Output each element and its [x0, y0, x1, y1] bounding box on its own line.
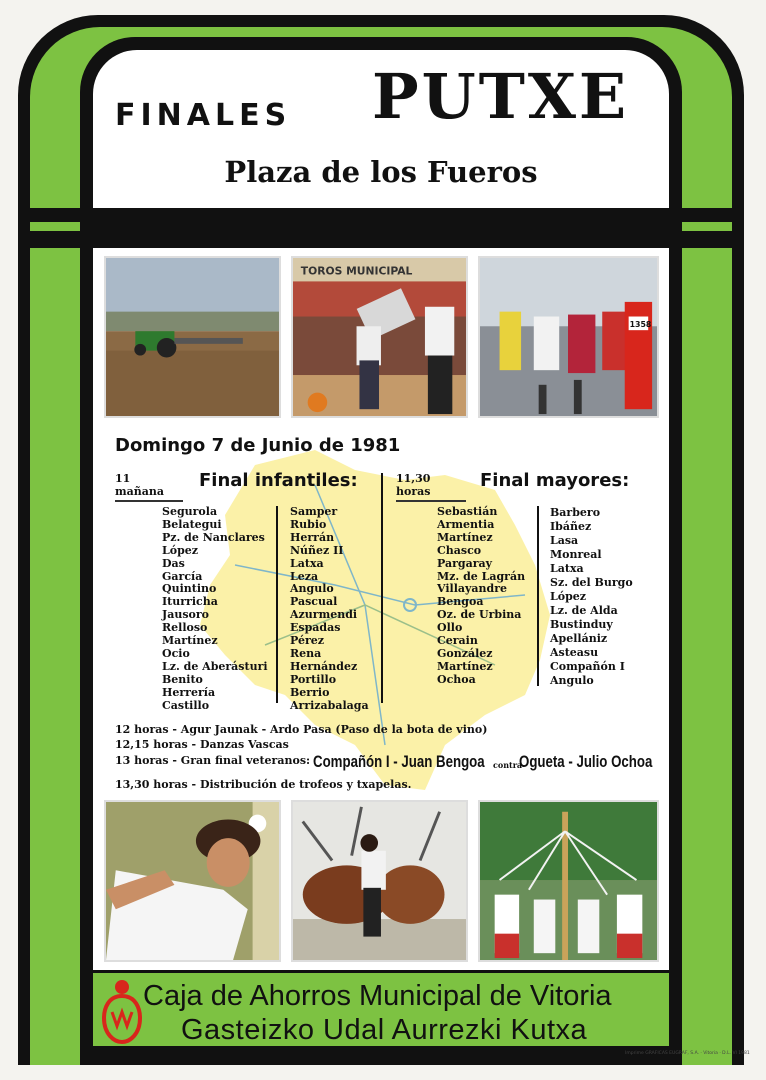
player-name: Lasa — [550, 534, 579, 547]
mayores-col1 — [437, 506, 525, 687]
player-name: Jausoro — [162, 608, 209, 622]
player-name: Villayandre — [437, 582, 508, 596]
photo-stone-lifter — [291, 256, 468, 418]
bullring-sign: TOROS MUNICIPAL — [300, 264, 413, 278]
frame-band-top — [30, 208, 732, 222]
infantiles-time: 11 mañana — [115, 472, 183, 502]
player-name: Sebastián — [437, 505, 498, 518]
bank-logo-icon — [101, 976, 143, 1044]
player-name: Iturricha — [162, 595, 218, 609]
player-name: Armentia — [437, 517, 495, 531]
player-name: Apellániz — [550, 632, 608, 645]
column-divider — [381, 473, 383, 703]
schedule-line-1: 12 horas - Agur Jaunak - Ardo Pasa (Paso de la bota de vino) — [115, 723, 488, 736]
photo-tractor — [104, 256, 281, 418]
player-name: Rena — [290, 646, 322, 660]
player-name: Segurola — [162, 505, 218, 518]
player-name: Herrería — [162, 685, 216, 699]
sponsor-name-es: Caja de Ahorros Municipal de Vitoria — [143, 980, 612, 1012]
player-name: Sz. del Burgo — [550, 576, 633, 589]
player-name: González — [437, 646, 493, 660]
player-name: Asteasu — [550, 646, 599, 659]
player-name: Espadas — [290, 621, 341, 635]
player-name: Pz. de Nanclares — [162, 530, 265, 544]
mayores-col2 — [550, 506, 633, 688]
player-name: Pascual — [290, 595, 338, 609]
putxe-title: PUTXE — [372, 60, 630, 133]
player-name: López — [162, 543, 199, 557]
player-name: Angulo — [550, 674, 594, 687]
mayores-time: 11,30 horas — [396, 472, 466, 502]
player-name: Rubio — [290, 517, 327, 531]
player-name: Barbero — [550, 506, 601, 519]
player-name: Oz. de Urbina — [437, 608, 522, 622]
player-name: Ochoa — [437, 672, 476, 686]
column-divider — [537, 506, 539, 686]
player-name: Bustinduy — [550, 618, 613, 631]
player-name: Quintino — [162, 582, 217, 596]
player-name: Pargaray — [437, 556, 493, 570]
player-name: Latxa — [290, 556, 324, 570]
player-name: Pérez — [290, 634, 325, 648]
player-name: López — [550, 590, 587, 603]
player-name: Castillo — [162, 698, 210, 712]
player-name: Arrizabalaga — [290, 698, 369, 712]
infantiles-col2 — [290, 506, 369, 713]
player-name: Martínez — [437, 530, 493, 544]
player-name: Martínez — [437, 659, 493, 673]
player-name: Relloso — [162, 621, 208, 635]
player-name: Mz. de Lagrán — [437, 569, 526, 583]
player-name: Monreal — [550, 548, 602, 561]
player-name: Ibáñez — [550, 520, 592, 533]
player-name: Das — [162, 556, 185, 570]
photo-oxen — [291, 800, 468, 962]
player-name: Angulo — [290, 582, 334, 596]
infantiles-title: Final infantiles: — [199, 470, 358, 491]
player-name: Compañón I — [550, 660, 625, 673]
infantiles-col1 — [162, 506, 268, 713]
player-name: Núñez II — [290, 543, 344, 557]
player-name: Berrio — [290, 685, 330, 699]
team-b: Ogueta - Julio Ochoa — [519, 752, 653, 771]
column-divider — [276, 506, 278, 703]
player-name: Lz. de Aberásturi — [162, 659, 268, 673]
contra-label: contra — [493, 760, 523, 770]
player-name: Ocio — [162, 646, 190, 660]
player-name: Herrán — [290, 530, 335, 544]
team-a: Compañón I - Juan Bengoa — [313, 752, 485, 771]
venue-title: Plaza de los Fueros — [224, 155, 538, 189]
frame-band-bottom — [30, 231, 732, 248]
player-name: Cerain — [437, 634, 478, 648]
sponsor-name-eu: Gasteizko Udal Aurrezki Kutxa — [181, 1014, 588, 1046]
schedule-line-2: 12,15 horas - Danzas Vascas — [115, 738, 289, 751]
player-name: Benito — [162, 672, 203, 686]
player-name: Latxa — [550, 562, 584, 575]
player-name: Lz. de Alda — [550, 604, 618, 617]
player-name: Chasco — [437, 543, 482, 557]
player-name: Ollo — [437, 621, 463, 635]
player-name: Belategui — [162, 517, 222, 531]
player-name: Martínez — [162, 634, 218, 648]
player-name: García — [162, 569, 203, 583]
mayores-title: Final mayores: — [480, 470, 630, 491]
player-name: Samper — [290, 505, 338, 518]
printer-note: Imprime GRAFICAS EUGRAF, S.A. · Vitoria · D.L. VI 1981 — [625, 1051, 750, 1056]
player-name: Hernández — [290, 659, 358, 673]
schedule-line-3: 13 horas - Gran final veteranos: — [115, 754, 311, 767]
player-name: Leza — [290, 569, 319, 583]
photo-runners — [478, 256, 659, 418]
race-bib: 1358 — [629, 320, 652, 330]
player-name: Bengoa — [437, 595, 484, 609]
photo-basque-dancers — [478, 800, 659, 962]
player-name: Portillo — [290, 672, 337, 686]
schedule-line-4: 13,30 horas - Distribución de trofeos y txapelas. — [115, 778, 412, 791]
player-name: Azurmendi — [290, 608, 358, 622]
photo-pelota-player — [104, 800, 281, 962]
finales-heading: FINALES — [115, 98, 292, 133]
event-date: Domingo 7 de Junio de 1981 — [115, 435, 401, 456]
